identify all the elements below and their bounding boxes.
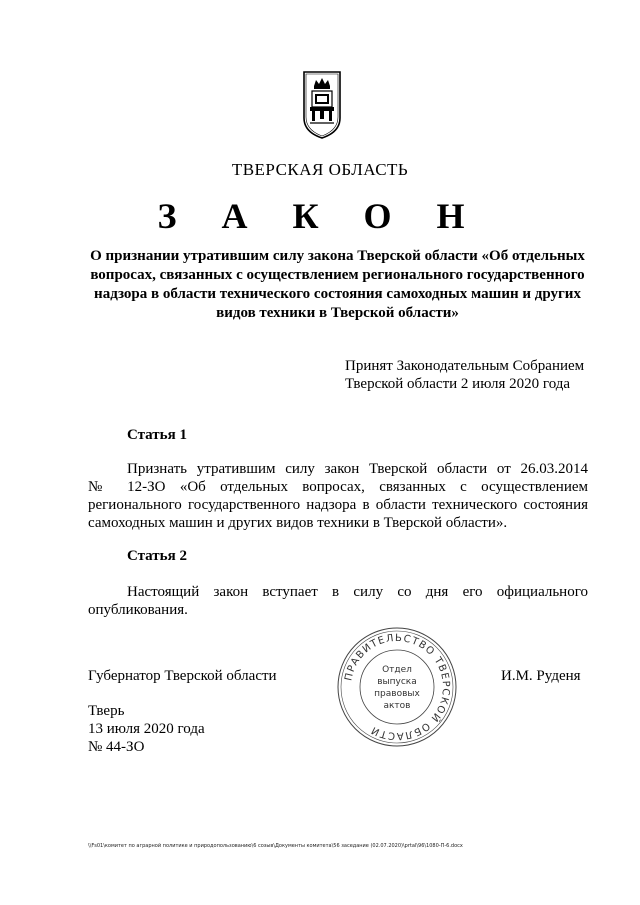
article-2-heading: Статья 2 [127, 548, 187, 564]
stamp-center-line: выпуска [377, 677, 417, 687]
official-stamp [336, 626, 458, 748]
article-1-text-line: самоходных машин и других видов техники в Тверской области». [88, 515, 508, 531]
signatory-position: Губернатор Тверской области [88, 668, 277, 684]
article-1-text-line: № 12-ЗО «Об отдельных вопросах, связанных с осуществлением [88, 479, 588, 495]
document-type: З А К О Н [157, 196, 483, 236]
law-number: № 44-ЗО [88, 739, 145, 755]
stamp-center-line: правовых [374, 689, 420, 699]
file-path-footer: \\Fs01\комитет по аграрной политике и природопользованию\6 созыв\Документы комитета\56 заседание (02.07.2020)\prtal\96\1080-П-6.docx [88, 843, 463, 849]
region-name: ТВЕРСКАЯ ОБЛАСТЬ [231, 160, 409, 179]
signatory-name: И.М. Руденя [501, 668, 581, 684]
article-1-heading: Статья 1 [127, 427, 187, 443]
article-1-text-line: Признать утратившим силу закон Тверской области от 26.03.2014 [127, 461, 588, 477]
article-2-text-line: опубликования. [88, 602, 188, 618]
issue-city: Тверь [88, 703, 125, 719]
law-title: О признании утратившим силу закона Тверской области «Об отдельных вопросах, связанных с осуществлением регионального государственного надзора в области технического состояния самоходных машин и других видов техники в Тверской области» [90, 248, 585, 321]
adoption-line-2: Тверской области 2 июля 2020 года [345, 376, 571, 392]
stamp-center-line: Отдел [382, 665, 412, 675]
article-2-text-line: Настоящий закон вступает в силу со дня его официального [127, 584, 588, 600]
stamp-ring-text: ПРАВИТЕЛЬСТВО ТВЕРСКОЙ ОБЛАСТИ [343, 632, 452, 742]
article-1-text-line: регионального государственного надзора в области технического состояния [88, 497, 588, 513]
stamp-center-line: актов [383, 701, 411, 711]
issue-date: 13 июля 2020 года [88, 721, 205, 737]
coat-of-arms-icon [302, 70, 342, 140]
adoption-line-1: Принят Законодательным Собранием [345, 358, 585, 374]
svg-text:ПРАВИТЕЛЬСТВО ТВЕРСКОЙ ОБЛАСТИ [343, 633, 451, 741]
